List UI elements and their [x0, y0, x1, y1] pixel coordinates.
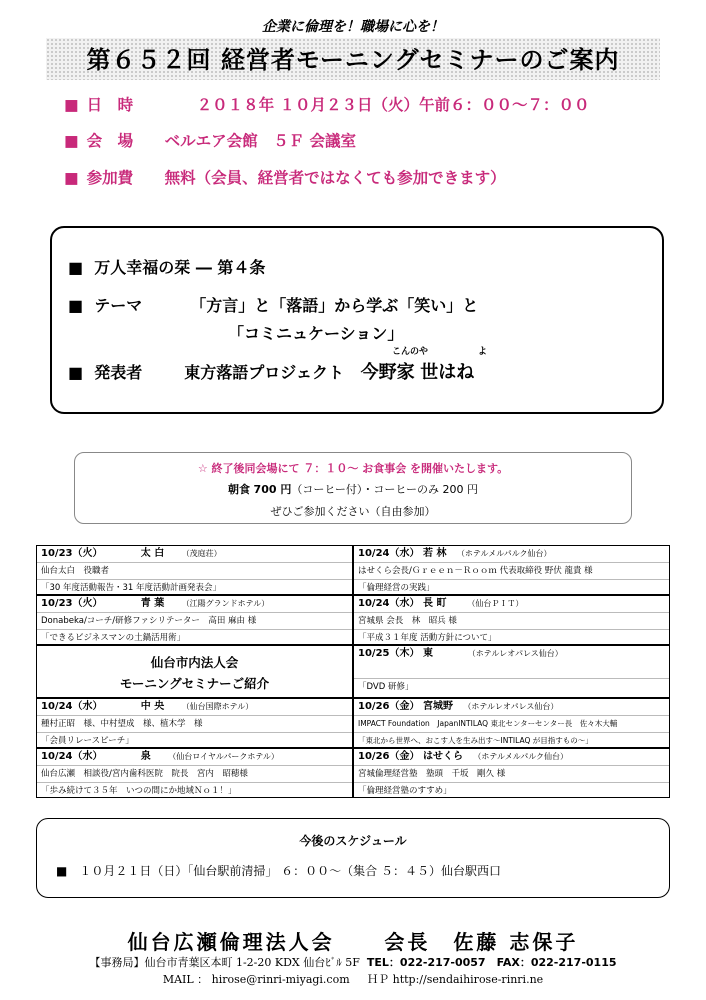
- theme-line-2: 「コミニュケーション」: [228, 324, 404, 343]
- speaker-text: 仙台広瀬 相談役/宮内歯科医院 院長 宮内 昭穂様: [37, 766, 352, 783]
- schedule-item: ■ １０月２１日（日）「仙台駅前清掃」 ６：００～（集合 ５：４５）仙台駅西口: [56, 864, 501, 878]
- venue-value: ベルエア会館 ５Ｆ 会議室: [164, 132, 357, 150]
- schedule-title: 今後のスケジュール: [299, 834, 407, 848]
- program-article: [68, 255, 265, 278]
- program-theme: [68, 293, 478, 316]
- seminar-cell: 10/26（金） はせくら （ホテルメルパルク仙台） 宮城倫理経営塾 塾頭 千坂 剛久 様 「倫理経営塾のすすめ」: [353, 748, 670, 798]
- speaker-text: 宮城倫理経営塾 塾頭 千坂 剛久 様: [354, 766, 669, 783]
- topic-text: 「倫理経営塾のすすめ」: [358, 786, 452, 796]
- contact-line: [0, 971, 706, 987]
- topic-text: 「会員リレースピーチ」: [41, 736, 134, 746]
- branch-name: 宮城野: [422, 701, 453, 712]
- branch-name: 若 林: [422, 548, 447, 559]
- speaker-ruby-1: こんのや: [392, 347, 429, 357]
- price-value: 700 円: [253, 483, 292, 496]
- office-address: [0, 954, 706, 970]
- speaker-org: 東方落語プロジェクト: [184, 363, 344, 382]
- chair-name: 会長 佐藤 志保子: [384, 930, 579, 954]
- intro-line-1: 仙台市内法人会: [150, 655, 239, 670]
- venue-name: （ホテルメルパルク仙台）: [473, 752, 569, 761]
- office-text: 【事務局】仙台市青葉区本町 1-2-20 KDX 仙台ﾋﾞﾙ 5F: [89, 956, 360, 969]
- seminar-cell: 10/23（火） 青 葉 （江陽グランドホテル） Donabeka/コーチ/研修ファシリテーター 高田 麻由 様 「できるビジネスマンの土鍋活用術」: [36, 595, 353, 645]
- branch-name: 東: [422, 648, 433, 659]
- organization-name: [0, 926, 706, 955]
- bullet-icon: ■: [64, 96, 79, 114]
- bullet-icon: ■: [68, 258, 84, 277]
- topic-text: 「平成３１年度 活動方針について」: [358, 633, 497, 643]
- breakfast-price: [74, 481, 632, 497]
- speaker-ruby-2: よ: [478, 347, 488, 357]
- tagline: 企業に倫理を！職場に心を！: [262, 19, 444, 35]
- venue-name: （仙台ＰＩＴ）: [467, 599, 524, 608]
- tel-fax: TEL：022-217-0057 FAX：022-217-0115: [366, 956, 617, 969]
- bullet-icon: ■: [64, 132, 79, 150]
- speaker-text: はせくら会長/Ｇｒｅｅｎ－Ｒｏｏｍ 代表取締役 野伏 龍貴 様: [354, 563, 669, 580]
- speaker-text: 宮城県 会長 林 昭兵 様: [354, 613, 669, 630]
- speaker-text: [354, 662, 669, 679]
- seminar-cell: 10/24（水） 中 央 （仙台国際ホテル） 種村正昭 様、中村望成 様、植木学 様 「会員リレースピーチ」: [36, 698, 353, 748]
- intro-cell: [36, 645, 353, 698]
- mail-address[interactable]: MAIL ： hirose@rinri-miyagi.com: [162, 973, 350, 986]
- speaker-text: 種村正昭 様、中村望成 様、植木学 様: [37, 716, 352, 733]
- speaker-text: Donabeka/コーチ/研修ファシリテーター 高田 麻由 様: [37, 613, 352, 630]
- seminar-cell: 10/25（木） 東 （ホテルレオパレス仙台） 「DVD 研修」: [353, 645, 670, 698]
- datetime-label: 日 時: [86, 96, 134, 114]
- breakfast-notice: ☆ 終了後同会場にて ７：１０～ お食事会 を開催いたします。: [197, 462, 509, 475]
- topic-text: 「東北から世界へ、おこす人を生み出す～INTILAQ が目指すもの～」: [358, 736, 593, 745]
- topic-text: 「歩み続けて３５年 いつの間にか地域Ｎｏ１！」: [41, 786, 237, 796]
- theme-label: テーマ: [94, 296, 143, 315]
- speaker-name-2: 世はね: [420, 362, 475, 383]
- topic-text: 「DVD 研修」: [358, 682, 414, 692]
- datetime-value: ２０１８年 １０月２３日（火）午前６：００～７：００: [196, 96, 590, 114]
- venue-name: （ホテルレオパレス仙台）: [467, 649, 563, 658]
- venue-name: （仙台国際ホテル）: [181, 702, 254, 711]
- seminar-cell: 10/24（水） 長 町 （仙台ＰＩＴ） 宮城県 会長 林 昭兵 様 「平成３１年度 活動方針について」: [353, 595, 670, 645]
- bullet-icon: ■: [64, 169, 79, 187]
- branch-name: はせくら: [422, 751, 463, 762]
- seminar-grid: [36, 545, 670, 796]
- speaker-text: IMPACT Foundation JapanINTILAQ 東北センターセンター長 佐々木大輔: [354, 716, 669, 733]
- org-name: 仙台広瀬倫理法人会: [127, 930, 335, 954]
- venue-name: （ホテルメルパルク仙台）: [456, 549, 552, 558]
- bullet-icon: ■: [68, 296, 84, 315]
- homepage-link[interactable]: ＨＰ http://sendaihirose-rinri.ne: [367, 973, 544, 986]
- intro-line-2: モーニングセミナーご紹介: [119, 676, 270, 691]
- branch-name: 泉: [140, 751, 151, 762]
- article-text: 万人幸福の栞 ― 第４条: [94, 258, 266, 277]
- topic-text: 「30 年度活動報告・31 年度活動計画発表会」: [41, 583, 222, 593]
- venue-name: （江陽グランドホテル）: [181, 599, 270, 608]
- branch-name: 青 葉: [140, 598, 165, 609]
- seminar-cell: 10/24（水） 泉 （仙台ロイヤルパークホテル） 仙台広瀬 相談役/宮内歯科医院 院長 宮内 昭穂様 「歩み続けて３５年 いつの間にか地域Ｎｏ１！」: [36, 748, 353, 798]
- info-venue: [64, 129, 356, 151]
- price-rest: （コーヒー付）・コーヒーのみ 200 円: [291, 483, 478, 496]
- program-speaker: [68, 358, 474, 384]
- seminar-cell: 10/24（水） 若 林 （ホテルメルパルク仙台） はせくら会長/Ｇｒｅｅｎ－Ｒｏｏｍ 代表取締役 野伏 龍貴 様 「倫理経営の実践」: [353, 545, 670, 595]
- venue-label: 会 場: [86, 132, 134, 150]
- speaker-text: 仙台太白 役職者: [37, 563, 352, 580]
- speaker-name-1: 今野家: [360, 362, 415, 383]
- price-label: 朝食: [228, 483, 251, 496]
- branch-name: 中 央: [140, 701, 165, 712]
- speaker-label: 発表者: [94, 363, 143, 382]
- branch-name: 長 町: [422, 598, 447, 609]
- fee-label: 参加費: [86, 169, 134, 187]
- topic-text: 「倫理経営の実践」: [358, 583, 435, 593]
- info-datetime: [64, 93, 590, 115]
- fee-value: 無料（会員、経営者ではなくても参加できます）: [164, 169, 506, 187]
- topic-text: 「できるビジネスマンの土鍋活用術」: [41, 633, 186, 643]
- seminar-cell: 10/23（火） 太 白 （茂庭荘） 仙台太白 役職者 「30 年度活動報告・31 年度活動計画発表会」: [36, 545, 353, 595]
- seminar-cell: 10/26（金） 宮城野 （ホテルレオパレス仙台） IMPACT Foundation JapanINTILAQ 東北センターセンター長 佐々木大輔 「東北から世界へ、おこす人を生み出す～INTILAQ が目指すもの～」: [353, 698, 670, 748]
- theme-line-1: 「方言」と「落語」から学ぶ「笑い」と: [190, 296, 479, 315]
- branch-name: 太 白: [140, 548, 165, 559]
- page-title: 第６５２回 経営者モーニングセミナーのご案内: [86, 46, 620, 74]
- info-fee: [64, 166, 506, 188]
- bullet-icon: ■: [68, 363, 84, 382]
- schedule-box: [36, 818, 670, 898]
- breakfast-invite: ぜひご参加ください（自由参加）: [270, 505, 436, 518]
- venue-name: （ホテルレオパレス仙台）: [463, 702, 559, 711]
- venue-name: （茂庭荘）: [181, 549, 222, 558]
- venue-name: （仙台ロイヤルパークホテル）: [168, 752, 279, 761]
